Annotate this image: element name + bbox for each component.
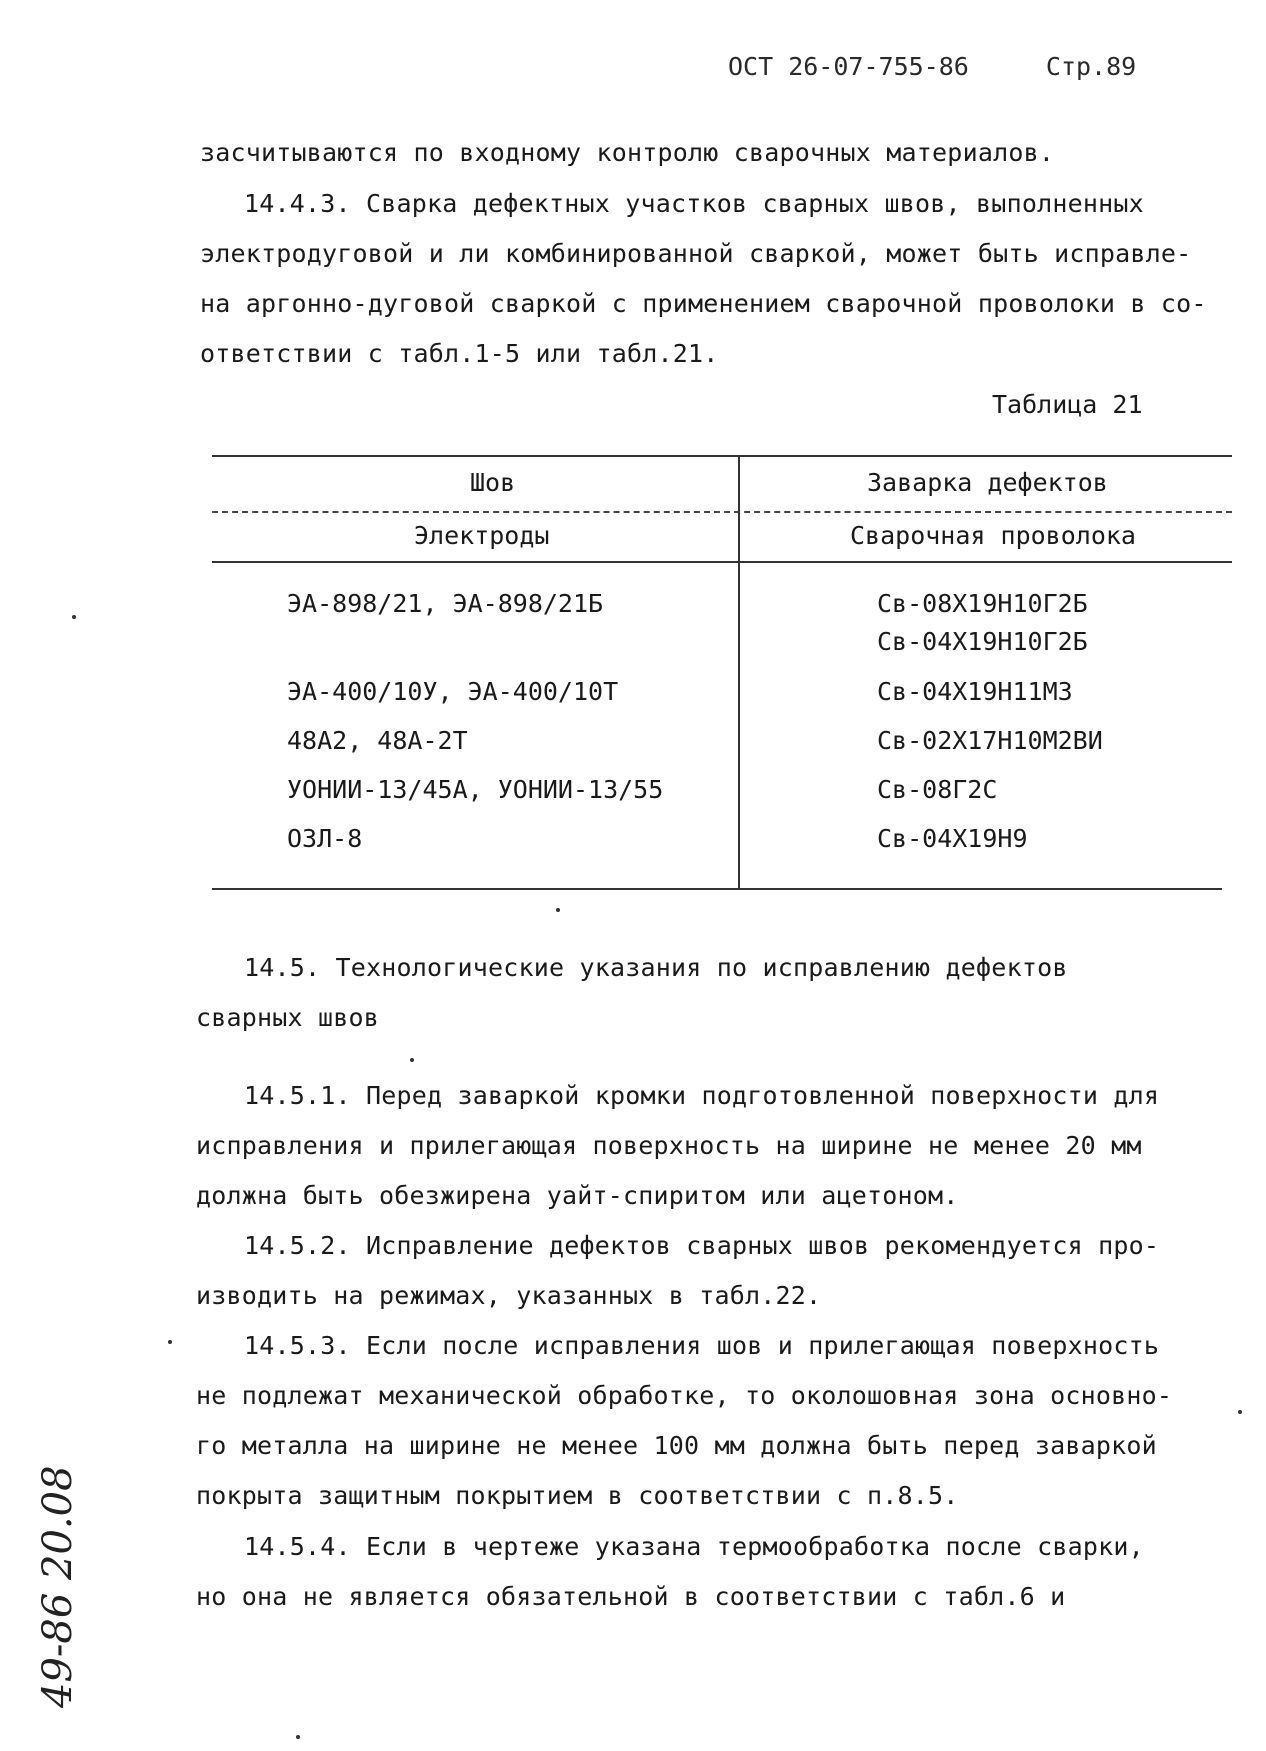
table-subheader-electrodes: Электроды (414, 521, 550, 550)
table-cell-wire: Св-04Х19Н11М3 (877, 677, 1073, 706)
handwritten-margin-note (28, 1385, 88, 1725)
document-code: ОСТ 26-07-755-86 (728, 52, 969, 81)
scan-speck (168, 1340, 172, 1344)
section-heading: сварных швов (196, 1003, 380, 1032)
paragraph-line: го металла на ширине не менее 100 мм должна быть перед заваркой (196, 1431, 1157, 1460)
paragraph-line: 14.5.4. Если в чертеже указана термообработка после сварки, (244, 1532, 1144, 1561)
defect-welding-table (212, 455, 1232, 895)
scan-speck (556, 908, 560, 912)
table-cell-wire: Св-02Х17Н10М2ВИ (877, 726, 1103, 755)
table-subheader-rule (212, 561, 1232, 563)
scan-speck (410, 1058, 414, 1062)
table-bottom-rule (212, 888, 1222, 890)
paragraph-line: электродуговой и ли комбинированной сваркой, может быть исправле- (200, 239, 1192, 268)
paragraph-line: покрыта защитным покрытием в соответствии с п.8.5. (196, 1481, 959, 1510)
table-cell-wire: Св-08Х19Н10Г2Б (877, 589, 1088, 618)
paragraph-line: но она не является обязательной в соответствии с табл.6 и (196, 1582, 1066, 1611)
table-header-defect-repair: Заварка дефектов (867, 468, 1108, 497)
table-column-divider (738, 455, 740, 890)
paragraph-line: 14.5.1. Перед заваркой кромки подготовленной поверхности для (244, 1081, 1160, 1110)
table-cell-electrodes: ОЗЛ-8 (287, 824, 363, 853)
paragraph-line: изводить на режимах, указанных в табл.22. (196, 1281, 822, 1310)
table-title: Таблица 21 (992, 390, 1143, 419)
paragraph-line: 14.4.3. Сварка дефектных участков сварных швов, выполненных (244, 189, 1144, 218)
table-cell-wire: Св-04Х19Н9 (877, 824, 1028, 853)
table-cell-electrodes: ЭА-898/21, ЭА-898/21Б (287, 589, 604, 618)
table-header-seam: Шов (470, 468, 516, 497)
scan-speck (1238, 1410, 1242, 1414)
paragraph-line: должна быть обезжирена уайт-спиритом или ацетоном. (196, 1181, 959, 1210)
table-cell-electrodes: УОНИИ-13/45А, УОНИИ-13/55 (287, 775, 664, 804)
page-number: Стр.89 (1045, 52, 1137, 81)
table-cell-wire: Св-04Х19Н10Г2Б (877, 627, 1088, 656)
paragraph-line: исправления и прилегающая поверхность на ширине не менее 20 мм (196, 1131, 1142, 1160)
table-cell-electrodes: 48А2, 48А-2Т (287, 726, 468, 755)
page-header (728, 52, 1136, 81)
table-subheader-welding-wire: Сварочная проволока (850, 521, 1136, 550)
table-top-rule (212, 455, 1232, 457)
table-cell-electrodes: ЭА-400/10У, ЭА-400/10Т (287, 677, 619, 706)
table-header-divider (212, 511, 1232, 513)
section-heading: 14.5. Технологические указания по исправлению дефектов (244, 953, 1068, 982)
paragraph-line: не подлежат механической обработке, то околошовная зона основно- (196, 1381, 1173, 1410)
paragraph-line: засчитываются по входному контролю сварочных материалов. (200, 138, 1055, 167)
paragraph-line: 14.5.3. Если после исправления шов и прилегающая поверхность (244, 1331, 1160, 1360)
scan-speck (296, 1735, 300, 1739)
paragraph-line: 14.5.2. Исправление дефектов сварных швов рекомендуется про- (244, 1231, 1160, 1260)
margin-note-text: 49-86 20.08 (35, 1465, 81, 1708)
paragraph-line: ответствии с табл.1-5 или табл.21. (200, 339, 719, 368)
scan-speck (72, 615, 76, 619)
table-cell-wire: Св-08Г2С (877, 775, 998, 804)
paragraph-line: на аргонно-дуговой сваркой с применением сварочной проволоки в со- (200, 289, 1207, 318)
